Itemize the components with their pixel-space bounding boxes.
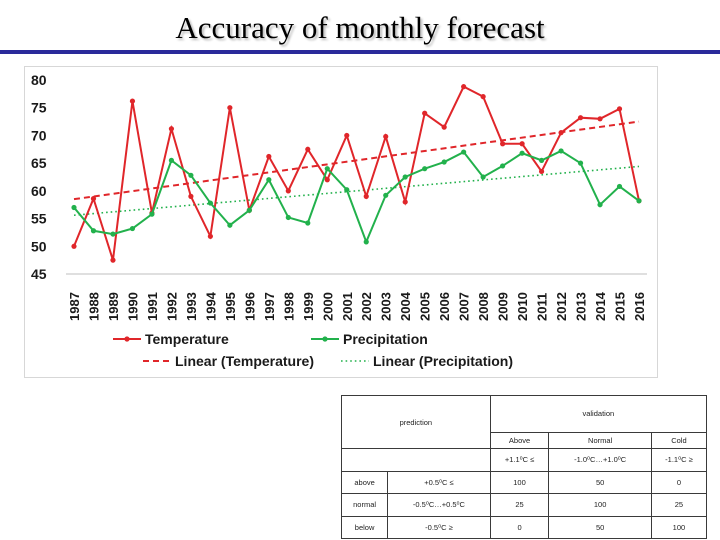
y-tick-label: 65 <box>31 155 47 172</box>
slide-title: Accuracy of monthly forecast <box>175 10 545 45</box>
x-tick-label: 2009 <box>495 292 511 321</box>
x-tick-label: 1991 <box>144 292 160 321</box>
temperature-point <box>500 141 505 146</box>
temperature-point <box>286 188 291 193</box>
temperature-point <box>208 234 213 239</box>
temperature-point <box>481 94 486 99</box>
title-underline <box>0 50 720 54</box>
precipitation-point <box>91 228 96 233</box>
temperature-point <box>188 194 193 199</box>
temperature-point <box>403 199 408 204</box>
y-tick-label: 80 <box>31 72 47 88</box>
x-tick-label: 2004 <box>398 292 414 321</box>
y-tick-label: 55 <box>31 210 47 227</box>
x-tick-label: 2003 <box>378 292 394 321</box>
temperature-point <box>558 130 563 135</box>
precipitation-point <box>597 202 602 207</box>
table-cell: 100 <box>651 516 706 539</box>
legend-precipitation-marker <box>322 336 327 341</box>
precipitation-point <box>71 205 76 210</box>
precipitation-point <box>227 223 232 228</box>
legend-linear-temperature-label: Linear (Temperature) <box>175 353 314 369</box>
x-tick-label: 1995 <box>222 292 238 321</box>
x-tick-label: 2013 <box>573 292 589 321</box>
table-cell: 25 <box>651 494 706 516</box>
x-tick-label: 2001 <box>339 292 355 321</box>
temperature-point <box>442 125 447 130</box>
x-tick-label: 2011 <box>534 292 550 321</box>
precipitation-point <box>247 208 252 213</box>
precipitation-point <box>461 149 466 154</box>
temperature-point <box>578 115 583 120</box>
precipitation-point <box>208 200 213 205</box>
legend-linear-precipitation-label: Linear (Precipitation) <box>373 353 514 369</box>
temperature-point <box>110 258 115 263</box>
precipitation-point <box>500 163 505 168</box>
precipitation-point <box>520 151 525 156</box>
column-range-above: +1.1⁰C ≤ <box>490 449 549 471</box>
row-range-below: -0.5⁰C ≥ <box>388 516 490 539</box>
x-tick-label: 2008 <box>476 292 492 321</box>
x-tick-label: 1992 <box>164 292 180 321</box>
x-tick-label: 2005 <box>417 292 433 321</box>
x-tick-label: 2015 <box>612 292 628 321</box>
validation-header: validation <box>490 396 706 433</box>
precipitation-trendline <box>74 166 639 215</box>
precipitation-point <box>364 239 369 244</box>
table-cell: 50 <box>549 471 651 493</box>
table-cell: 100 <box>490 471 549 493</box>
precipitation-point <box>305 220 310 225</box>
x-tick-label: 1997 <box>261 292 277 321</box>
row-label-above: above <box>342 471 388 493</box>
x-tick-label: 1999 <box>300 292 316 321</box>
x-tick-label: 2014 <box>593 292 609 321</box>
row-range-normal: -0.5⁰C…+0.5⁰C <box>388 494 490 516</box>
temperature-point <box>227 105 232 110</box>
x-tick-label: 1989 <box>105 292 121 321</box>
legend-precipitation-label: Precipitation <box>343 331 428 347</box>
x-tick-label: 1987 <box>67 292 82 321</box>
temperature-point <box>169 126 174 131</box>
legend-temperature-label: Temperature <box>145 331 229 347</box>
y-tick-label: 50 <box>31 238 47 255</box>
x-tick-label: 2010 <box>515 292 531 321</box>
table-cell: 50 <box>549 516 651 539</box>
precipitation-point <box>325 166 330 171</box>
precipitation-point <box>403 174 408 179</box>
temperature-point <box>130 98 135 103</box>
precipitation-point <box>481 174 486 179</box>
temperature-point <box>364 194 369 199</box>
precipitation-point <box>110 231 115 236</box>
validation-table <box>341 395 707 539</box>
y-tick-label: 60 <box>31 182 47 199</box>
column-header-normal: Normal <box>549 432 651 448</box>
column-range-cold: -1.1⁰C ≥ <box>651 449 706 471</box>
precipitation-point <box>442 159 447 164</box>
table-spacer-cell <box>342 449 491 471</box>
table-row <box>342 471 707 493</box>
row-label-normal: normal <box>342 494 388 516</box>
precipitation-point <box>286 215 291 220</box>
table-row <box>342 516 707 539</box>
prediction-header: prediction <box>342 396 491 449</box>
y-tick-label: 75 <box>31 99 47 116</box>
x-tick-label: 1994 <box>203 292 219 321</box>
table-cell: 0 <box>651 471 706 493</box>
row-label-below: below <box>342 516 388 539</box>
precipitation-point <box>344 187 349 192</box>
precipitation-point <box>169 158 174 163</box>
x-tick-label: 2012 <box>554 292 570 321</box>
temperature-series-line <box>74 87 639 260</box>
line-chart <box>25 67 657 377</box>
x-tick-label: 2016 <box>632 292 647 321</box>
y-tick-label: 70 <box>31 127 47 144</box>
precipitation-point <box>130 226 135 231</box>
precipitation-point <box>383 193 388 198</box>
column-header-above: Above <box>490 432 549 448</box>
temperature-point <box>422 111 427 116</box>
table-cell: 0 <box>490 516 549 539</box>
precipitation-point <box>149 212 154 217</box>
chart-frame <box>24 66 658 378</box>
y-tick-label: 45 <box>31 266 47 282</box>
precipitation-point <box>266 177 271 182</box>
temperature-point <box>539 169 544 174</box>
x-tick-label: 1988 <box>86 292 102 321</box>
temperature-point <box>325 177 330 182</box>
legend-temperature-marker <box>124 336 129 341</box>
precipitation-point <box>617 184 622 189</box>
precipitation-point <box>539 158 544 163</box>
x-tick-label: 1998 <box>281 292 297 321</box>
precipitation-point <box>422 166 427 171</box>
table-cell: 100 <box>549 494 651 516</box>
temperature-point <box>520 141 525 146</box>
temperature-point <box>617 106 622 111</box>
x-tick-label: 2006 <box>437 292 453 321</box>
temperature-point <box>383 134 388 139</box>
precipitation-point <box>188 173 193 178</box>
column-header-cold: Cold <box>651 432 706 448</box>
column-range-normal: -1.0⁰C…+1.0⁰C <box>549 449 651 471</box>
precipitation-point <box>558 148 563 153</box>
table-row <box>342 494 707 516</box>
precipitation-point <box>578 161 583 166</box>
precipitation-point <box>636 198 641 203</box>
temperature-point <box>266 154 271 159</box>
temperature-point <box>597 116 602 121</box>
x-tick-label: 2002 <box>359 292 375 321</box>
temperature-point <box>461 84 466 89</box>
row-range-above: +0.5⁰C ≤ <box>388 471 490 493</box>
x-tick-label: 2000 <box>320 292 336 321</box>
temperature-point <box>71 244 76 249</box>
temperature-point <box>305 147 310 152</box>
x-tick-label: 2007 <box>456 292 472 321</box>
x-tick-label: 1996 <box>242 292 258 321</box>
temperature-point <box>344 133 349 138</box>
x-tick-label: 1990 <box>125 292 141 321</box>
temperature-point <box>91 196 96 201</box>
x-tick-label: 1993 <box>183 292 199 321</box>
table-cell: 25 <box>490 494 549 516</box>
